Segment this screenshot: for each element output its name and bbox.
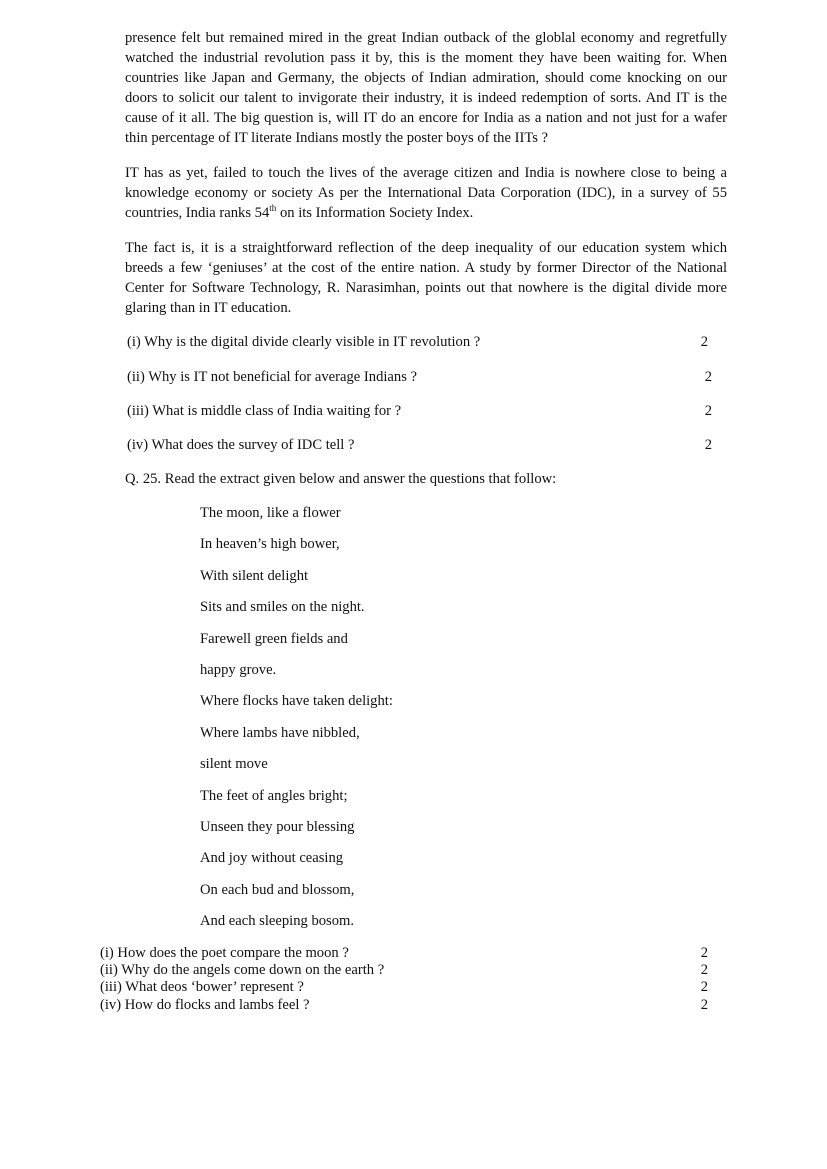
poem-line: Farewell green fields and: [200, 630, 348, 647]
question-text: (iv) How do flocks and lambs feel ?: [100, 997, 310, 1013]
question-24-iii: [127, 401, 712, 421]
poem-line: The feet of angles bright;: [200, 787, 348, 804]
passage-paragraph-2-end: on its Information Society Index.: [276, 205, 474, 221]
poem-line: silent move: [200, 756, 268, 773]
poem-extract: [200, 503, 393, 942]
poem-line: happy grove.: [200, 661, 277, 678]
question-24-iv: [127, 435, 712, 455]
poem-line: Unseen they pour blessing: [200, 818, 355, 835]
passage-paragraph-3: The fact is, it is a straightforward reflection of the deep inequality of our education system which breeds a few ‘geniuses’ at the cost of the entire nation. A study by former Director of the National Center for Software Technology, R. Narasimhan, points out that nowhere is the digital divide more glaring than in IT education.: [125, 240, 727, 316]
passage-paragraph-2: [125, 163, 727, 223]
poem-line: And joy without ceasing: [200, 850, 344, 867]
question-text: (iii) What deos ‘bower’ represent ?: [100, 979, 304, 995]
poem-line: The moon, like a flower: [200, 505, 341, 521]
question-text: (iii) What is middle class of India waiting for ?: [127, 403, 402, 419]
question-marks: 2: [704, 403, 712, 419]
question-marks: 2: [700, 997, 708, 1013]
poem-line: Where flocks have taken delight:: [200, 693, 393, 710]
question-text: (ii) Why do the angels come down on the earth ?: [100, 962, 385, 978]
question-marks: 2: [700, 962, 708, 978]
poem-line: In heaven’s high bower,: [200, 536, 340, 553]
question-24-ii: [127, 367, 712, 387]
question-text: (i) How does the poet compare the moon ?: [100, 945, 349, 961]
poem-line: With silent delight: [200, 567, 309, 584]
question-marks: 2: [700, 945, 708, 961]
poem-line: On each bud and blossom,: [200, 881, 355, 898]
passage-paragraph-1: presence felt but remained mired in the great Indian outback of the globlal economy and regretfully watched the industrial revolution pass it by, this is the moment they have been waiting for. When countries like Japan and Germany, the objects of Indian admiration, should come knocking on our doors to solicit our talent to invigorate their industry, it is indeed redemption of sorts. And IT is the cause of it all. The big question is, will IT do an encore for India as a nation and not just for a wafer thin percentage of IT literate Indians mostly the poster boys of the IITs ?: [125, 30, 727, 146]
ordinal-suffix: th: [269, 203, 277, 214]
poem-line: And each sleeping bosom.: [200, 913, 355, 930]
question-25-iii: [100, 979, 708, 996]
question-25-heading: Q. 25. Read the extract given below and answer the questions that follow:: [125, 471, 557, 487]
question-25-i: [100, 945, 708, 962]
question-marks: 2: [700, 334, 708, 350]
poem-line: Sits and smiles on the night.: [200, 599, 365, 616]
question-marks: 2: [704, 369, 712, 385]
question-24-i: [127, 332, 712, 352]
question-marks: 2: [704, 437, 712, 453]
question-text: (iv) What does the survey of IDC tell ?: [127, 437, 355, 453]
question-25-iv: [100, 997, 708, 1014]
poem-line: Where lambs have nibbled,: [200, 724, 360, 741]
question-marks: 2: [700, 979, 708, 995]
question-25-ii: [100, 962, 708, 979]
passage-paragraph-2-text: IT has as yet, failed to touch the lives of the average citizen and India is nowhere close to being a knowledge economy or society As per the International Data Corporation (IDC), in a survey of 55 countries, India ranks 54: [125, 165, 727, 221]
question-text: (i) Why is the digital divide clearly visible in IT revolution ?: [127, 334, 481, 350]
question-text: (ii) Why is IT not beneficial for average Indians ?: [127, 369, 418, 385]
